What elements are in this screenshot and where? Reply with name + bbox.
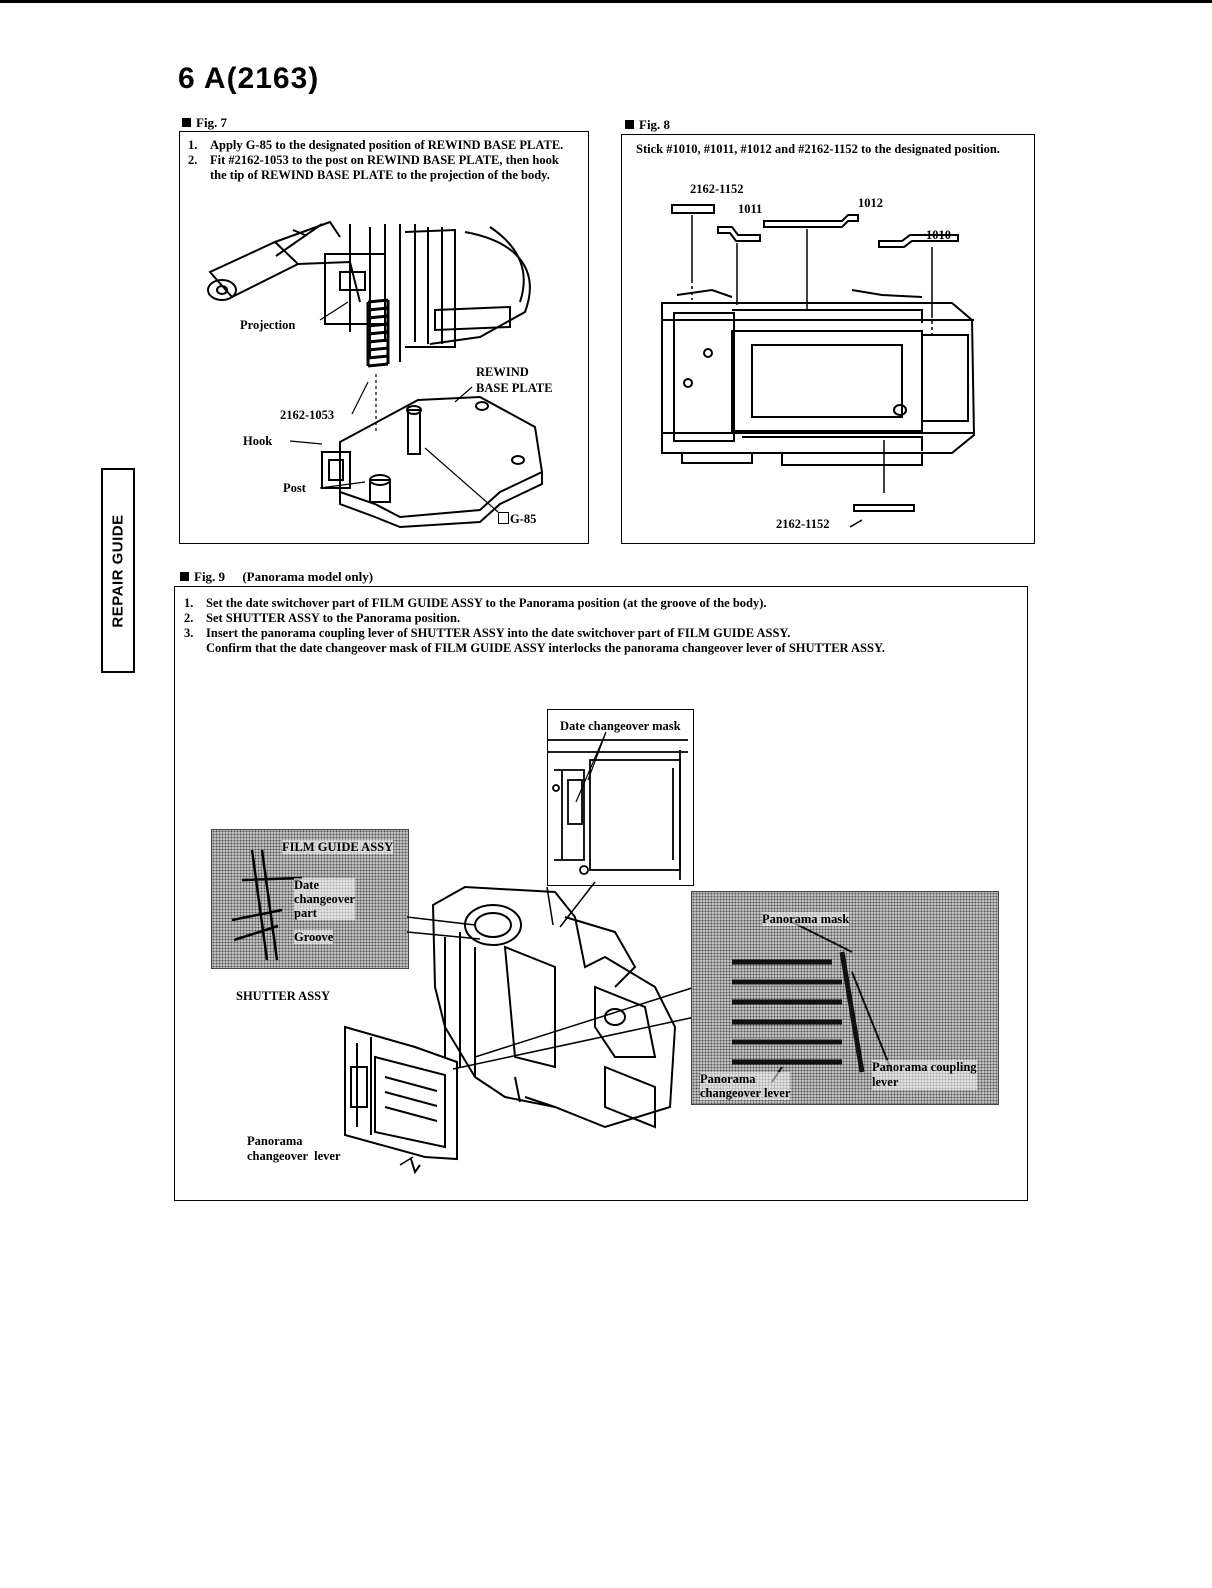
- fig8-callout-1012: 1012: [858, 196, 883, 210]
- bullet-square-icon: [625, 120, 634, 129]
- fig9-callout-date-changeover-part: Date changeover part: [294, 878, 356, 920]
- fig8-callout-part-top: 2162-1152: [690, 182, 744, 196]
- fig9-note: (Panorama model only): [242, 569, 374, 584]
- fig9-callout-panorama-coupling-lever: Panorama coupling lever: [872, 1060, 977, 1089]
- fig7-step: 1. Apply G-85 to the designated position of REWIND BASE PLATE.: [188, 138, 564, 152]
- fig7-callout-grease: G-85: [498, 512, 536, 526]
- grease-mark-icon: [498, 512, 509, 524]
- repair-guide-tab-label: REPAIR GUIDE: [109, 513, 127, 628]
- fig7-callout-hook: Hook: [243, 434, 273, 448]
- fig9-callout-shutter-assy: SHUTTER ASSY: [236, 989, 331, 1003]
- fig9-callout-date-mask: Date changeover mask: [560, 719, 681, 733]
- fig9-panel: [174, 586, 1028, 1201]
- fig9-label: [180, 569, 373, 585]
- fig7-drawing: [180, 132, 590, 545]
- fig7-step: 2. Fit #2162-1053 to the post on REWIND BASE PLATE, then hook the tip of REWIND BASE PLATE to the projection of the body.: [188, 153, 559, 182]
- fig8-instruction: Stick #1010, #1011, #1012 and #2162-1152 to the designated position.: [636, 142, 1000, 156]
- fig8-label: [625, 117, 670, 133]
- fig7-label-text: Fig. 7: [196, 115, 228, 130]
- bullet-square-icon: [180, 572, 189, 581]
- fig9-step: 3. Insert the panorama coupling lever of SHUTTER ASSY into the date switchover part of FILM GUIDE ASSY.: [184, 626, 791, 640]
- page-top-rule: [0, 0, 1212, 3]
- repair-guide-tab: [101, 468, 135, 673]
- page-title: 6 A(2163): [178, 62, 320, 95]
- fig8-panel: [621, 134, 1035, 544]
- bullet-square-icon: [182, 118, 191, 127]
- fig7-callout-post: Post: [283, 481, 306, 495]
- fig8-callout-1011: 1011: [738, 202, 763, 216]
- fig7-callout-projection: Projection: [240, 318, 296, 332]
- fig7-callout-part: 2162-1053: [280, 408, 335, 422]
- fig9-step: 2. Set SHUTTER ASSY to the Panorama position.: [184, 611, 461, 625]
- fig9-step: Confirm that the date changeover mask of FILM GUIDE ASSY interlocks the panorama changeover lever of SHUTTER ASSY.: [206, 641, 885, 655]
- fig9-callout-panorama-lever: Panorama changeover lever: [247, 1134, 341, 1163]
- fig7-label: [182, 115, 227, 131]
- fig9-label-text: Fig. 9: [194, 569, 226, 584]
- fig7-callout-rewind-base-plate: REWIND BASE PLATE: [476, 365, 553, 395]
- fig8-callout-part-bottom: 2162-1152: [776, 517, 830, 531]
- fig9-callout-panorama-changeover-lever-2: Panorama changeover lever: [700, 1072, 791, 1100]
- fig8-label-text: Fig. 8: [639, 117, 671, 132]
- fig9-step: 1. Set the date switchover part of FILM GUIDE ASSY to the Panorama position (at the groove of the body).: [184, 596, 767, 610]
- fig9-callout-panorama-mask: Panorama mask: [762, 912, 850, 926]
- fig9-callout-groove: Groove: [294, 930, 334, 944]
- fig9-inset-panorama-coupling: [691, 891, 999, 1105]
- fig7-panel: [179, 131, 589, 544]
- fig9-callout-film-guide: FILM GUIDE ASSY: [282, 840, 394, 854]
- fig8-callout-1010: 1010: [926, 228, 951, 242]
- fig8-drawing: [622, 135, 1036, 545]
